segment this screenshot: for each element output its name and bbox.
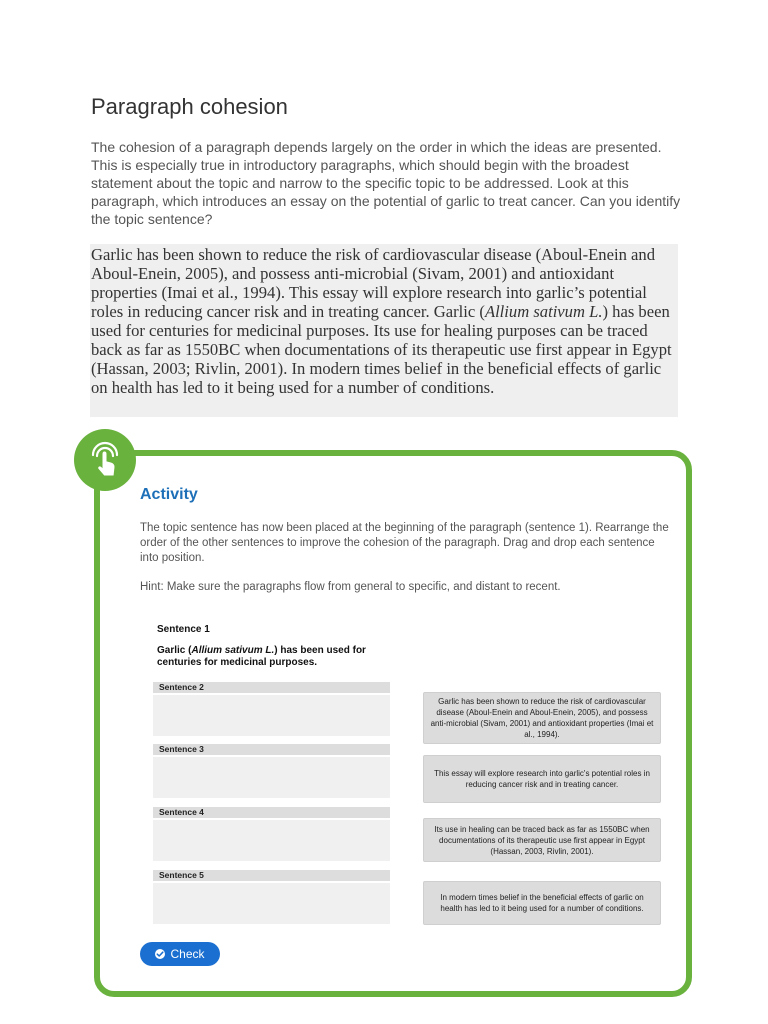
sample-paragraph	[90, 244, 678, 417]
check-button[interactable]	[140, 942, 220, 966]
sentence-1-text	[157, 645, 387, 669]
sentence-2-dropzone[interactable]	[153, 682, 390, 736]
sentence-5-dropzone[interactable]	[153, 870, 390, 924]
sentence-1-label: Sentence 1	[157, 624, 210, 635]
sentence-1-text-post: ) has been used for centuries for medicinal purposes.	[157, 645, 366, 668]
sentence-3-drop-area[interactable]	[153, 757, 390, 798]
sentence-3-dropzone[interactable]	[153, 744, 390, 798]
sentence-5-label: Sentence 5	[153, 870, 390, 881]
intro-text: The cohesion of a paragraph depends largely on the order in which the ideas are presented. This is especially true in introductory paragraphs, which should begin with the broadest statement about the topic and narrow to the specific topic to be addressed. Look at this paragraph, which introduces an essay on the potential of garlic to treat cancer. Can you identify the topic sentence?	[91, 139, 681, 227]
sentence-2-drop-area[interactable]	[153, 695, 390, 736]
check-circle-icon	[155, 949, 165, 959]
check-button-label: Check	[170, 947, 205, 961]
sentence-3-label: Sentence 3	[153, 744, 390, 755]
draggable-sentence-card[interactable]: This essay will explore research into garlic's potential roles in reducing cancer risk and in treating cancer.	[423, 755, 661, 803]
sentence-2-label: Sentence 2	[153, 682, 390, 693]
sample-text-part2: ) has been used for centuries for medicinal purposes. Its use for healing purposes can be traced back as far as 1550BC when documentations of its therapeutic use first appear in Egypt (Hassan, 2003; Rivlin, 2001). In modern times belief in the beneficial effects of garlic on health has led to it being used for a number of conditions.	[91, 302, 672, 397]
touch-hand-icon	[74, 429, 136, 491]
draggable-sentence-card[interactable]: Its use in healing can be traced back as far as 1550BC when documentations of its therapeutic use first appear in Egypt (Hassan, 2003, Rivlin, 2001).	[423, 818, 661, 862]
sample-species-name: Allium sativum L.	[484, 302, 603, 321]
page-title: Paragraph cohesion	[91, 94, 288, 119]
draggable-sentence-card[interactable]: Garlic has been shown to reduce the risk of cardiovascular disease (Aboul-Enein and Aboul-Enein, 2005), and possess anti-microbial (Sivam, 2001) and antioxidant properties (Imai et al., 1994).	[423, 692, 661, 744]
activity-instructions: The topic sentence has now been placed at the beginning of the paragraph (sentence 1). Rearrange the order of the other sentences to improve the cohesion of the paragraph. Drag and drop each sentence into position.	[140, 522, 669, 564]
sentence-4-drop-area[interactable]	[153, 820, 390, 861]
sample-text-part1: Garlic has been shown to reduce the risk of cardiovascular disease (Aboul-Enein and Aboul-Enein, 2005), and possess anti-microbial (Sivam, 2001) and antioxidant properties (Imai et al., 1994). This essay will explore research into garlic’s potential roles in reducing cancer risk and in treating cancer. Garlic (	[91, 245, 655, 321]
sentence-1-text-pre: Garlic (	[157, 645, 192, 656]
activity-hint: Hint: Make sure the paragraphs flow from general to specific, and distant to recent.	[140, 581, 561, 593]
sentence-5-drop-area[interactable]	[153, 883, 390, 924]
sentence-4-dropzone[interactable]	[153, 807, 390, 861]
activity-title: Activity	[140, 486, 198, 503]
sentence-1-species: Allium sativum L.	[191, 645, 275, 656]
draggable-sentence-card[interactable]: In modern times belief in the beneficial effects of garlic on health has led to it being used for a number of conditions.	[423, 881, 661, 925]
sentence-4-label: Sentence 4	[153, 807, 390, 818]
